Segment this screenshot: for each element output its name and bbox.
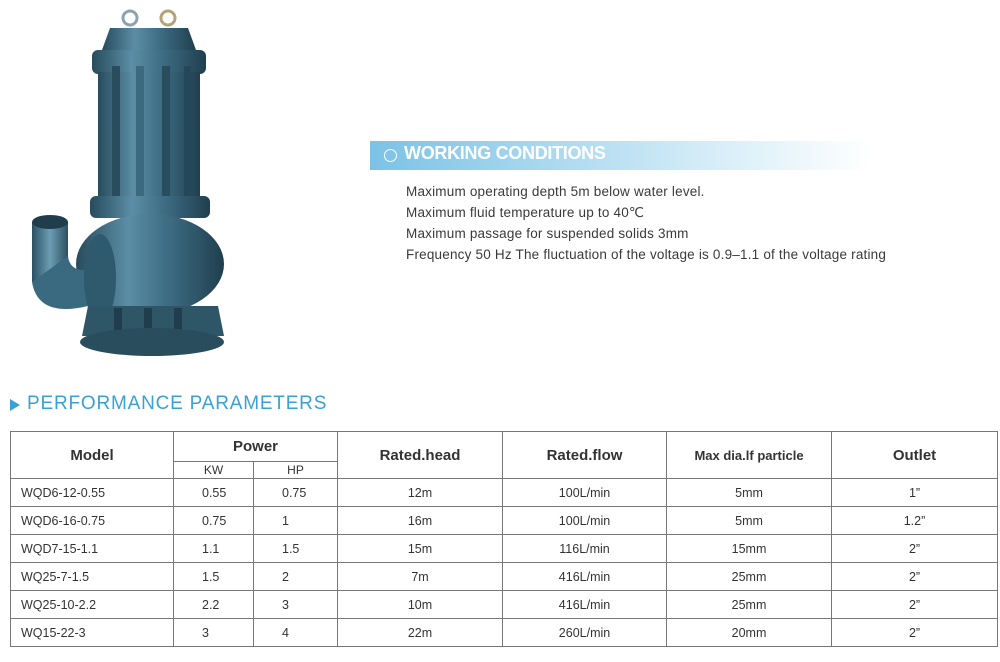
- cell-kw: 0.75: [174, 507, 254, 535]
- performance-table: [10, 431, 998, 647]
- table-row: [11, 479, 998, 507]
- pump-image: [18, 6, 228, 362]
- working-conditions-title: WORKING CONDITIONS: [404, 143, 606, 163]
- cell-hp: 0.75: [254, 479, 338, 507]
- cell-head: 16m: [338, 507, 503, 535]
- table-row: [11, 619, 998, 647]
- cell-flow: 100L/min: [503, 507, 667, 535]
- cell-outlet: 1.2”: [832, 507, 998, 535]
- header-model: Model: [11, 432, 174, 479]
- cell-particle: 15mm: [667, 535, 832, 563]
- cell-particle: 25mm: [667, 563, 832, 591]
- cell-flow: 260L/min: [503, 619, 667, 647]
- cell-particle: 5mm: [667, 479, 832, 507]
- table-row: [11, 535, 998, 563]
- condition-solids: Maximum passage for suspended solids 3mm: [406, 226, 689, 241]
- arrow-right-icon: [10, 399, 20, 411]
- cell-particle: 25mm: [667, 591, 832, 619]
- cell-kw: 1.1: [174, 535, 254, 563]
- cell-model: WQD7-15-1.1: [11, 535, 174, 563]
- cell-head: 12m: [338, 479, 503, 507]
- header-kw: KW: [174, 462, 254, 479]
- performance-title: PERFORMANCE PARAMETERS: [27, 393, 328, 414]
- working-conditions-list: [406, 181, 886, 265]
- cell-outlet: 2”: [832, 591, 998, 619]
- cell-flow: 416L/min: [503, 591, 667, 619]
- circle-icon: [384, 149, 397, 162]
- cell-kw: 2.2: [174, 591, 254, 619]
- cell-model: WQD6-16-0.75: [11, 507, 174, 535]
- cell-head: 7m: [338, 563, 503, 591]
- cell-flow: 116L/min: [503, 535, 667, 563]
- header-hp: HP: [254, 462, 338, 479]
- cell-head: 22m: [338, 619, 503, 647]
- cell-kw: 1.5: [174, 563, 254, 591]
- cell-hp: 1.5: [254, 535, 338, 563]
- cell-particle: 5mm: [667, 507, 832, 535]
- header-outlet: Outlet: [832, 432, 998, 479]
- cell-particle: 20mm: [667, 619, 832, 647]
- cell-kw: 0.55: [174, 479, 254, 507]
- condition-frequency: Frequency 50 Hz The fluctuation of the voltage is 0.9–1.1 of the voltage rating: [406, 247, 887, 262]
- cell-kw: 3: [174, 619, 254, 647]
- cell-outlet: 1”: [832, 479, 998, 507]
- cell-model: WQ25-7-1.5: [11, 563, 174, 591]
- cell-model: WQD6-12-0.55: [11, 479, 174, 507]
- cell-hp: 4: [254, 619, 338, 647]
- cell-outlet: 2”: [832, 619, 998, 647]
- cell-head: 15m: [338, 535, 503, 563]
- cell-model: WQ25-10-2.2: [11, 591, 174, 619]
- cell-hp: 3: [254, 591, 338, 619]
- table-row: [11, 591, 998, 619]
- cell-hp: 1: [254, 507, 338, 535]
- condition-temperature: Maximum fluid temperature up to 40℃: [406, 205, 645, 220]
- table-row: [11, 507, 998, 535]
- cell-model: WQ15-22-3: [11, 619, 174, 647]
- table-row: [11, 563, 998, 591]
- header-particle: Max dia.lf particle: [667, 432, 832, 479]
- cell-flow: 416L/min: [503, 563, 667, 591]
- cell-head: 10m: [338, 591, 503, 619]
- condition-depth: Maximum operating depth 5m below water level.: [406, 184, 705, 199]
- cell-outlet: 2”: [832, 535, 998, 563]
- header-rated-flow: Rated.flow: [503, 432, 667, 479]
- cell-hp: 2: [254, 563, 338, 591]
- header-rated-head: Rated.head: [338, 432, 503, 479]
- cell-outlet: 2”: [832, 563, 998, 591]
- header-power: Power: [174, 432, 338, 462]
- cell-flow: 100L/min: [503, 479, 667, 507]
